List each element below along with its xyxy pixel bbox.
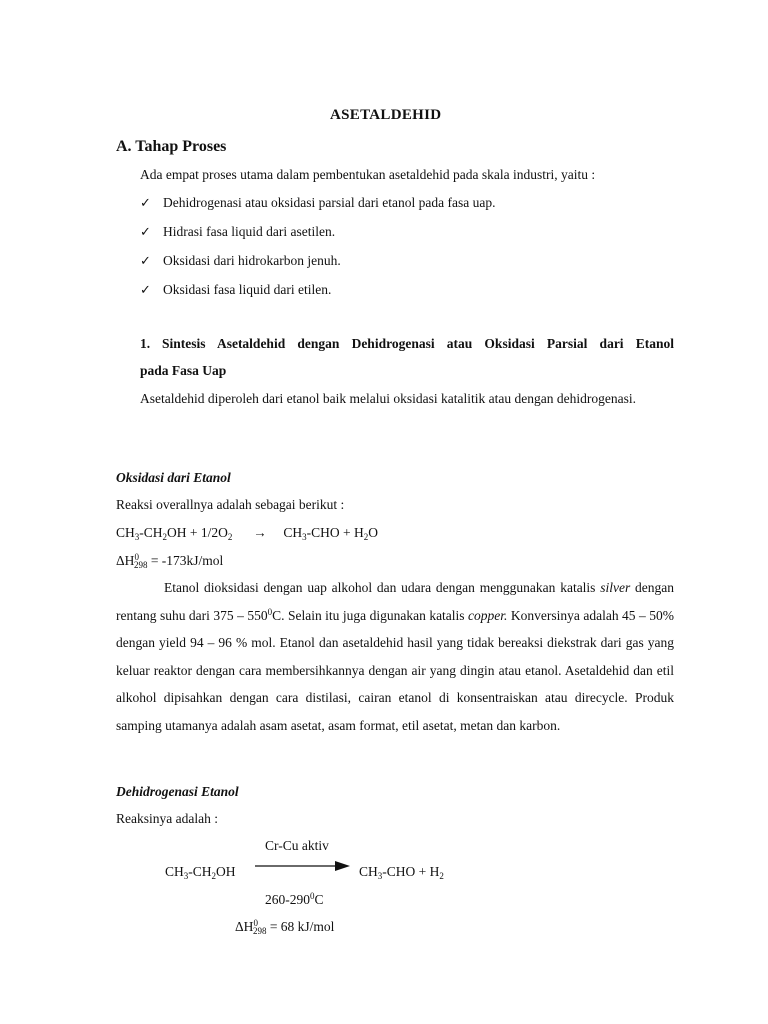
check-icon: ✓ xyxy=(140,282,151,297)
heading-dehidrogenasi-etanol: Dehidrogenasi Etanol xyxy=(116,784,239,799)
checklist-item-text: Oksidasi dari hidrokarbon jenuh. xyxy=(163,253,341,268)
subsection-number: 1. xyxy=(140,336,151,351)
paragraph-oksidasi: Etanol dioksidasi dengan uap alkohol dan udara dengan menggunakan katalis silver dengan rentang suhu dari $375 - 550^0C$. Selain itu juga digunakan katalis copper. Konversinya adalah 45 – 50% dengan yield 94 – 96 % mol. Etanol dan asetaldehid hasil yang tidak bereaksi diekstrak dari gas yang keluar reaktor dengan cara membersihkannya dengan air yang dingin atau etanol. Asetaldehid dan etil alkohol dipisahkan dengan cara distilasi, cairan etanol di konsentraiskan atau direcycle. Produk samping utamanya adalah asam asetat, asam format, etil asetat, metan dan karbon. xyxy=(116,580,675,733)
document-title: ASETALDEHID xyxy=(330,107,442,123)
checklist-item-text: Dehidrogenasi atau oksidasi parsial dari etanol pada fasa uap. xyxy=(163,195,496,210)
checklist-item xyxy=(140,282,332,298)
heading-oksidasi-etanol: Oksidasi dari Etanol xyxy=(116,470,231,485)
temperature-range: $260-290^0C$ xyxy=(265,891,324,907)
catalyst-label: Cr-Cu aktiv xyxy=(265,838,329,853)
check-icon: ✓ xyxy=(140,195,151,210)
section-heading-a: A. Tahap Proses xyxy=(116,138,227,155)
checklist-item-text: Oksidasi fasa liquid dari etilen. xyxy=(163,282,332,297)
reaction-arrow-icon xyxy=(255,858,351,874)
reaction-intro-text: Reaksinya adalah : xyxy=(116,811,218,826)
check-icon: ✓ xyxy=(140,224,151,239)
paragraph-intro-etanol: Asetaldehid diperoleh dari etanol baik melalui oksidasi katalitik atau dengan dehidrogenasi. xyxy=(140,391,636,406)
subsection-heading-line2: pada Fasa Uap xyxy=(140,363,227,378)
reaction-intro-text: Reaksi overallnya adalah sebagai berikut : xyxy=(116,497,345,512)
check-icon: ✓ xyxy=(140,253,151,268)
enthalpy-oxidation: $\Delta H^0_{298} = -173kJ/mol$ xyxy=(116,552,224,570)
reaction-arrow-icon: → xyxy=(253,525,267,540)
checklist-item-text: Hidrasi fasa liquid dari asetilen. xyxy=(163,224,336,239)
product-acetaldehyde: $CH_3$-CHO + $H_2$ xyxy=(359,864,444,881)
subsection-heading-line1: Sintesis Asetaldehid dengan Dehidrogenasi atau Oksidasi Parsial dari Etanol xyxy=(162,336,674,351)
enthalpy-dehydrogenation: $\Delta H^0_{298} = 68$ kJ/mol xyxy=(235,918,335,936)
checklist-item xyxy=(140,253,341,269)
checklist-item xyxy=(140,195,496,211)
reactant-ethanol: $CH_3-CH_2OH$ xyxy=(165,864,236,881)
reaction-equation-oxidation: $CH_3-CH_2OH + 1/2O_2 \to CH_3-CHO + H_2O$ xyxy=(116,525,379,542)
checklist-item xyxy=(140,224,336,240)
intro-text: Ada empat proses utama dalam pembentukan asetaldehid pada skala industri, yaitu : xyxy=(140,167,596,182)
